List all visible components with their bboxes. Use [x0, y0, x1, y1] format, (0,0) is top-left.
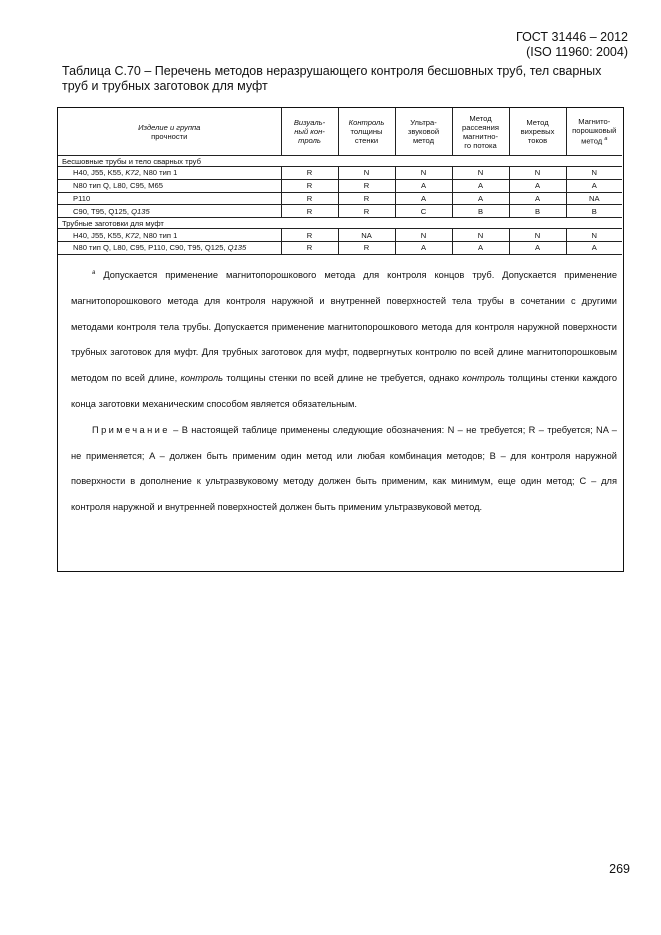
table-row: [58, 241, 622, 254]
cell-eddy-current: B: [509, 205, 566, 218]
ndt-methods-table: [58, 108, 622, 255]
cell-thickness: R: [338, 241, 395, 254]
cell-ultrasonic: N: [395, 229, 452, 242]
cell-magnetic-particle: B: [566, 205, 622, 218]
cell-visual: R: [281, 192, 338, 205]
group-label-seamless: Бесшовные трубы и тело сварных труб: [58, 156, 622, 167]
cell-thickness: N: [338, 167, 395, 180]
col-header-visual: Визуаль- ный кон- троль: [281, 108, 338, 156]
col-header-product: Изделие и группа прочности: [58, 108, 281, 156]
iso-code: (ISO 11960: 2004): [526, 45, 628, 59]
cell-flux-leakage: A: [452, 241, 509, 254]
table-row: [58, 205, 622, 218]
col-header-magnetic-particle: Магнито- порошковый метод $^а$: [566, 108, 622, 156]
col-header-ultrasonic: Ультра- звуковой метод: [395, 108, 452, 156]
row-product: N80 тип Q, L80, C95, P110, C90, T95, Q125, Q135: [58, 241, 281, 254]
group-label-coupling-stock: Трубные заготовки для муфт: [58, 218, 622, 229]
cell-ultrasonic: A: [395, 241, 452, 254]
cell-visual: R: [281, 241, 338, 254]
table-row: [58, 229, 622, 242]
page-number: 269: [609, 862, 630, 876]
row-product: N80 тип Q, L80, C95, M65: [58, 179, 281, 192]
group-row: [58, 156, 622, 167]
row-product: Н40, J55, K55, K72, N80 тип 1: [58, 229, 281, 242]
cell-eddy-current: A: [509, 241, 566, 254]
cell-eddy-current: N: [509, 167, 566, 180]
table-row: [58, 167, 622, 180]
cell-ultrasonic: C: [395, 205, 452, 218]
row-product: C90, T95, Q125, Q135: [58, 205, 281, 218]
cell-ultrasonic: A: [395, 192, 452, 205]
note-paragraph: Примечание – В настоящей таблице применены следующие обозначения: N – не требуется; R – требуется; NA – не применяется; A – должен быть применим один метод или любая комбинация методов; В – для контроля наружной поверхности в дополнение к ультразвуковому методу должен быть применим, как минимум, еще один метод; С – для контроля наружной и внутренней поверхностей должен быть применим ультразвуковой метод.: [71, 424, 617, 513]
cell-ultrasonic: A: [395, 179, 452, 192]
cell-magnetic-particle: NA: [566, 192, 622, 205]
cell-flux-leakage: A: [452, 179, 509, 192]
cell-visual: R: [281, 179, 338, 192]
col-header-eddy-current: Метод вихревых токов: [509, 108, 566, 156]
footnote-mark: а: [604, 136, 608, 143]
cell-flux-leakage: B: [452, 205, 509, 218]
table-header-row: [58, 108, 622, 156]
cell-magnetic-particle: N: [566, 167, 622, 180]
cell-visual: R: [281, 229, 338, 242]
cell-magnetic-particle: A: [566, 241, 622, 254]
cell-eddy-current: A: [509, 192, 566, 205]
cell-visual: R: [281, 167, 338, 180]
table-row: [58, 179, 622, 192]
group-row: [58, 218, 622, 229]
cell-flux-leakage: A: [452, 192, 509, 205]
col-header-thickness: Контроль толщины стенки: [338, 108, 395, 156]
table-row: [58, 192, 622, 205]
cell-thickness: R: [338, 192, 395, 205]
cell-thickness: R: [338, 205, 395, 218]
row-product: P110: [58, 192, 281, 205]
document-header: [516, 30, 628, 60]
col-header-flux-leakage: Метод рассеяния магнитно- го потока: [452, 108, 509, 156]
cell-magnetic-particle: A: [566, 179, 622, 192]
cell-thickness: NA: [338, 229, 395, 242]
table-title: Таблица С.70 – Перечень методов неразрушающего контроля бесшовных труб, тел сварных труб и трубных заготовок для муфт: [62, 64, 602, 93]
cell-ultrasonic: N: [395, 167, 452, 180]
cell-thickness: R: [338, 179, 395, 192]
footnote-paragraph: $^а$ Допускается применение магнитопорошкового метода для контроля концов труб. Допускается применение магнитопорошкового метода для контроля наружной и внутренней поверхностей тела трубы в сочетании с другими методами контроля тела трубы. Допускается применение магнитопорошкового метода для контроля наружной поверхности трубных заготовок для муфт. Для трубных заготовок для муфт, подвергнутых контролю по всей длине магнитопорошковым методом по всей длине, контроль толщины стенки по всей длине не требуется, однако контроль толщины стенки каждого конца заготовки механическим способом является обязательным.: [71, 270, 617, 410]
cell-eddy-current: A: [509, 179, 566, 192]
cell-visual: R: [281, 205, 338, 218]
row-product: Н40, J55, K55, K72, N80 тип 1: [58, 167, 281, 180]
table-notes: [71, 261, 617, 521]
cell-eddy-current: N: [509, 229, 566, 242]
cell-flux-leakage: N: [452, 167, 509, 180]
footnote-marker: а: [92, 270, 96, 276]
table-frame: [57, 107, 624, 572]
cell-magnetic-particle: N: [566, 229, 622, 242]
cell-flux-leakage: N: [452, 229, 509, 242]
standard-code: ГОСТ 31446 – 2012: [516, 30, 628, 44]
note-label: Примечание: [92, 424, 170, 435]
